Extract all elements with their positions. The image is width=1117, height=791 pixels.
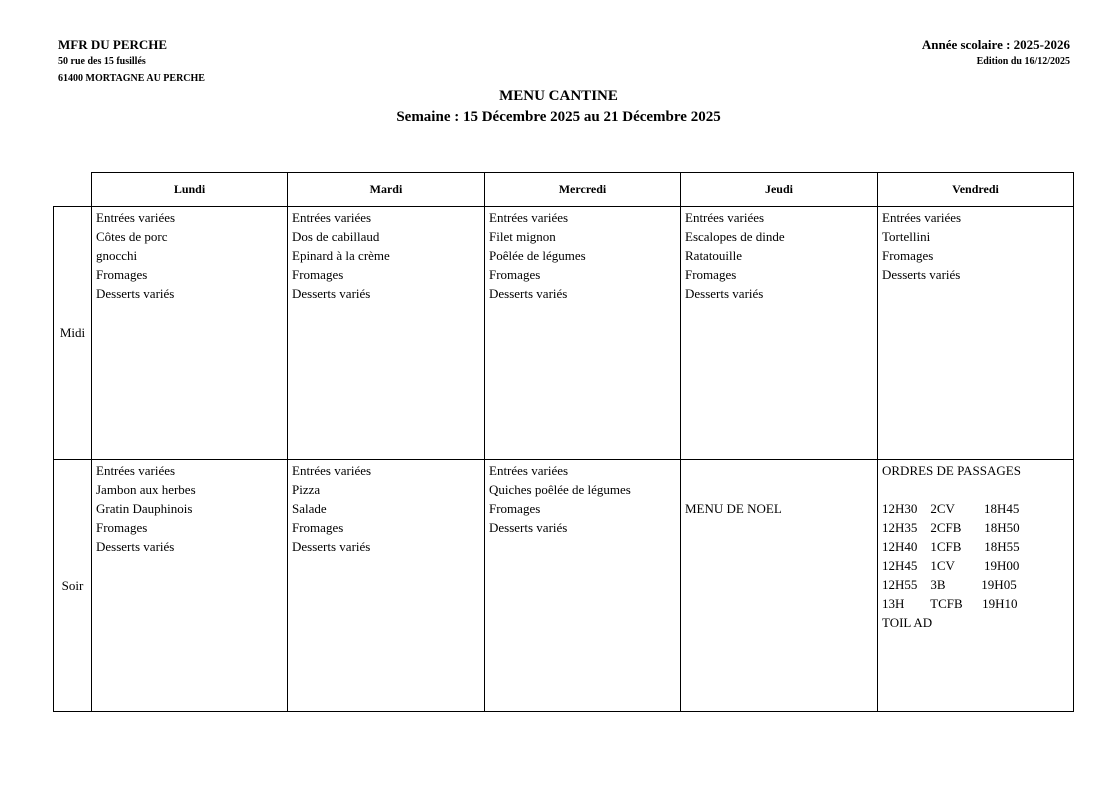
menu-item: Desserts variés — [685, 286, 764, 301]
meal-label: Midi — [54, 207, 92, 460]
menu-cell — [92, 207, 288, 460]
week-subtitle: Semaine : 15 Décembre 2025 au 21 Décembre 2025 — [396, 109, 721, 125]
menu-item: Entrées variées — [489, 463, 569, 478]
menu-item: Desserts variés — [489, 520, 568, 535]
menu-item: Desserts variés — [882, 267, 961, 282]
menu-cell — [878, 207, 1074, 460]
menu-item: Côtes de porc — [96, 229, 168, 244]
menu-item: Fromages — [292, 520, 344, 535]
menu-item: Dos de cabillaud — [292, 229, 380, 244]
menu-item: Fromages — [489, 501, 541, 516]
menu-item: 12H55 3B 19H05 — [882, 577, 1017, 592]
menu-cell — [288, 460, 485, 712]
menu-cell — [681, 207, 878, 460]
header-organization — [58, 37, 205, 87]
meal-row-soir — [54, 460, 1074, 712]
menu-cell — [878, 460, 1074, 712]
menu-item: Fromages — [96, 267, 148, 282]
menu-item: ORDRES DE PASSAGES — [882, 463, 1021, 478]
menu-item: Ratatouille — [685, 248, 743, 263]
menu-item: 12H45 1CV 19H00 — [882, 558, 1020, 573]
school-year: Année scolaire : 2025-2026 — [921, 37, 1070, 52]
menu-table-wrapper — [53, 172, 1074, 712]
address-line-1: 50 rue des 15 fusillés — [58, 56, 146, 67]
menu-item: 13H TCFB 19H10 — [882, 596, 1018, 611]
menu-item: Salade — [292, 501, 327, 516]
meal-row-midi — [54, 207, 1074, 460]
menu-table — [53, 172, 1074, 712]
menu-cell — [288, 207, 485, 460]
menu-item: Pizza — [292, 482, 321, 497]
menu-item: Poêlée de légumes — [489, 248, 586, 263]
menu-item: Entrées variées — [292, 463, 372, 478]
menu-item: 12H40 1CFB 18H55 — [882, 539, 1020, 554]
menu-item: Desserts variés — [96, 539, 175, 554]
menu-item: Quiches poêlée de légumes — [489, 482, 631, 497]
menu-item: Entrées variées — [489, 210, 569, 225]
menu-item: Desserts variés — [489, 286, 568, 301]
address-line-2: 61400 MORTAGNE AU PERCHE — [58, 73, 205, 84]
menu-item: Epinard à la crème — [292, 248, 390, 263]
menu-item — [882, 480, 1073, 499]
menu-item — [685, 480, 877, 499]
menu-cell — [92, 460, 288, 712]
day-header: Mardi — [288, 173, 485, 207]
menu-item: Gratin Dauphinois — [96, 501, 193, 516]
table-corner — [54, 173, 92, 207]
org-name: MFR DU PERCHE — [58, 37, 168, 52]
menu-item: TOIL AD — [882, 615, 933, 630]
menu-item: Escalopes de dinde — [685, 229, 785, 244]
menu-item: Fromages — [685, 267, 737, 282]
menu-item: Filet mignon — [489, 229, 556, 244]
menu-item: MENU DE NOEL — [685, 501, 782, 516]
menu-item — [685, 461, 877, 480]
header-info — [922, 37, 1070, 70]
menu-cell — [485, 207, 681, 460]
menu-item: Entrées variées — [96, 210, 176, 225]
menu-item: Fromages — [292, 267, 344, 282]
page-title: MENU CANTINE — [499, 88, 618, 104]
menu-item: 12H35 2CFB 18H50 — [882, 520, 1020, 535]
menu-item: Fromages — [96, 520, 148, 535]
menu-item: gnocchi — [96, 248, 138, 263]
menu-item: Jambon aux herbes — [96, 482, 196, 497]
day-header: Mercredi — [485, 173, 681, 207]
menu-item: Entrées variées — [292, 210, 372, 225]
menu-item: Fromages — [489, 267, 541, 282]
menu-item: Desserts variés — [96, 286, 175, 301]
menu-item: Entrées variées — [882, 210, 962, 225]
menu-item: Tortellini — [882, 229, 931, 244]
menu-item: Entrées variées — [96, 463, 176, 478]
menu-cell — [681, 460, 878, 712]
day-header: Lundi — [92, 173, 288, 207]
edition-date: Edition du 16/12/2025 — [976, 56, 1070, 67]
menu-item: 12H30 2CV 18H45 — [882, 501, 1020, 516]
day-header-row — [54, 173, 1074, 207]
title-block — [0, 86, 1117, 128]
menu-item: Desserts variés — [292, 539, 371, 554]
day-header: Vendredi — [878, 173, 1074, 207]
menu-item: Fromages — [882, 248, 934, 263]
day-header: Jeudi — [681, 173, 878, 207]
menu-item: Desserts variés — [292, 286, 371, 301]
menu-cell — [485, 460, 681, 712]
menu-item: Entrées variées — [685, 210, 765, 225]
meal-label: Soir — [54, 460, 92, 712]
